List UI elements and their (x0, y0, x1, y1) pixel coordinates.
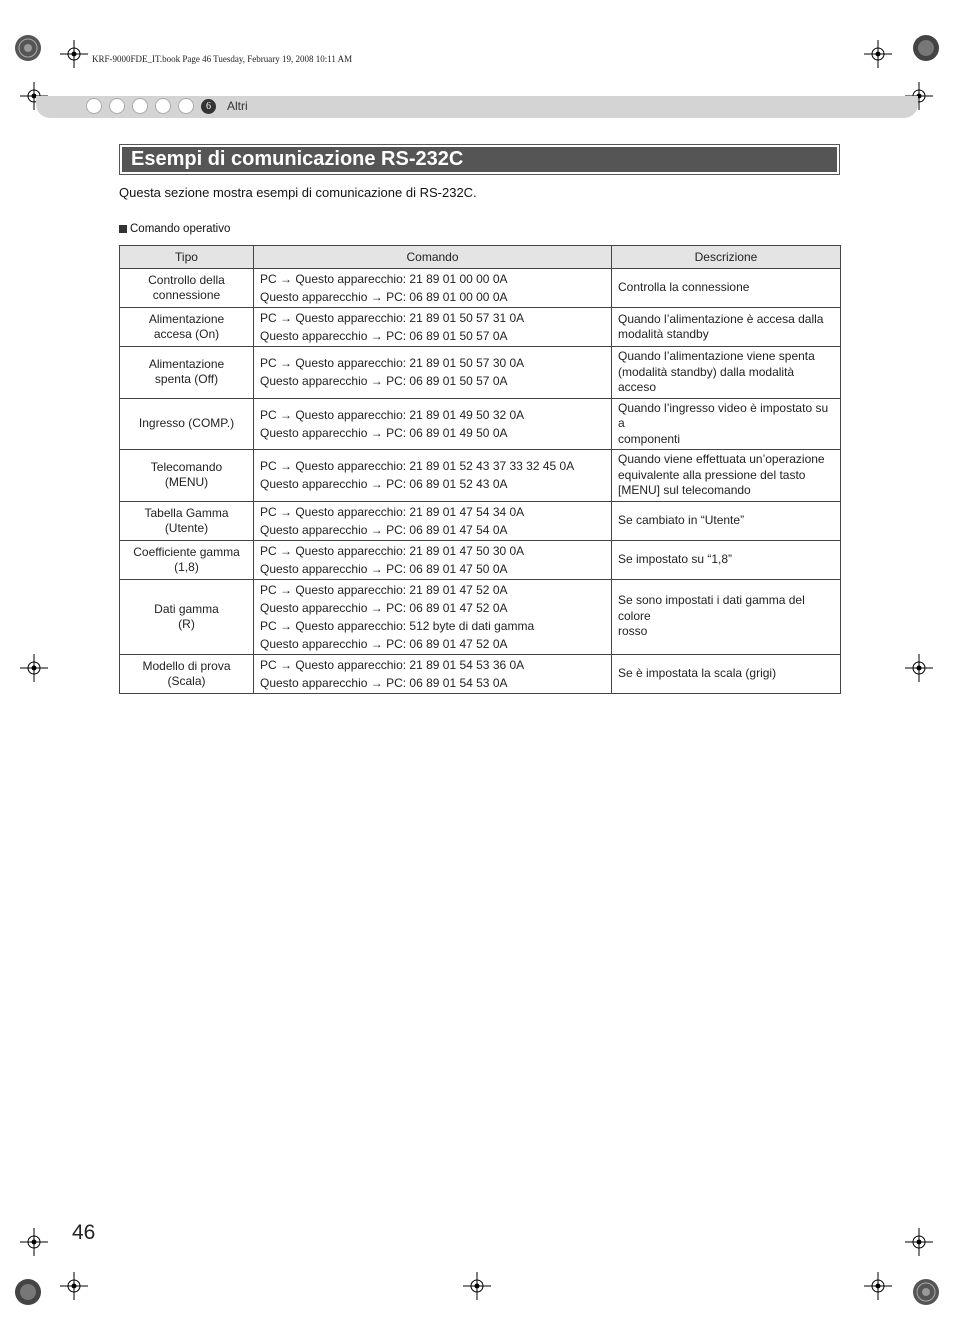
descrizione-cell (612, 540, 841, 579)
table-row (120, 579, 841, 654)
chapter-indicator (86, 98, 248, 114)
comando-line: Questo apparecchio → PC: 06 89 01 50 57 0A (260, 374, 508, 389)
crosshair-mark (864, 1272, 892, 1300)
color-wheel-mark (14, 34, 42, 62)
chapter-label: Altri (227, 99, 248, 113)
crosshair-mark (905, 1228, 933, 1256)
descrizione-line: [MENU] sul telecomando (618, 483, 751, 497)
chapter-dot (178, 98, 194, 114)
comando-cell (254, 540, 612, 579)
section-label (119, 223, 230, 235)
descrizione-line: rosso (618, 624, 648, 639)
table-header-row (120, 246, 841, 269)
header-tipo: Tipo (120, 246, 254, 269)
command-table (119, 245, 841, 694)
crosshair-mark (864, 40, 892, 68)
tipo-line: Alimentazione (148, 312, 225, 326)
descrizione-line: modalità standby (618, 327, 709, 341)
descrizione-line: (modalità standby) dalla modalità acceso (618, 364, 795, 394)
tipo-cell (120, 308, 254, 347)
tipo-cell (120, 540, 254, 579)
table-row (120, 269, 841, 308)
tipo-line: (1,8) (174, 559, 199, 574)
descrizione-cell (612, 347, 841, 399)
tipo-line: (Utente) (164, 520, 209, 535)
tipo-line: connessione (152, 288, 221, 302)
descrizione-cell (612, 398, 841, 450)
table-row (120, 654, 841, 693)
descrizione-line: Se è impostata la scala (grigi) (618, 665, 777, 680)
table-row (120, 540, 841, 579)
tipo-cell (120, 579, 254, 654)
tipo-cell (120, 269, 254, 308)
crosshair-mark (905, 654, 933, 682)
chapter-dot (109, 98, 125, 114)
tipo-line: Dati gamma (154, 601, 219, 616)
chapter-dot (155, 98, 171, 114)
comando-cell (254, 579, 612, 654)
file-header: KRF-9000FDE_IT.book Page 46 Tuesday, February 19, 2008 10:11 AM (92, 54, 353, 64)
comando-line: PC → Questo apparecchio: 21 89 01 49 50 32 0A (260, 407, 525, 422)
section-label-text: Comando operativo (130, 223, 231, 235)
descrizione-cell (612, 308, 841, 347)
comando-line: PC → Questo apparecchio: 21 89 01 50 57 31 0A (260, 311, 525, 325)
comando-cell (254, 269, 612, 308)
intro-text: Questa sezione mostra esempi di comunicazione di RS-232C. (119, 185, 477, 200)
descrizione-line: Quando l’alimentazione è accesa dalla (618, 311, 824, 326)
page-title-box (119, 144, 840, 175)
descrizione-line: componenti (618, 431, 681, 446)
tipo-line: Coefficiente gamma (133, 544, 240, 559)
descrizione-line: Quando l’ingresso video è impostato su a (618, 400, 829, 430)
header-comando: Comando (254, 246, 612, 269)
tipo-cell (120, 501, 254, 540)
comando-line: PC → Questo apparecchio: 21 89 01 52 43 37 33 32 45 0A (260, 459, 575, 474)
descrizione-line: Quando viene effettuata un’operazione (618, 452, 825, 466)
comando-cell (254, 654, 612, 693)
comando-cell (254, 308, 612, 347)
tipo-line: (R) (178, 616, 195, 631)
descrizione-cell (612, 269, 841, 308)
color-wheel-mark (912, 34, 940, 62)
table-row (120, 398, 841, 450)
comando-line: PC → Questo apparecchio: 21 89 01 00 00 0A (260, 272, 508, 286)
color-wheel-mark (14, 1278, 42, 1306)
page-number: 46 (72, 1221, 96, 1244)
header-descrizione: Descrizione (612, 246, 841, 269)
comando-line: PC → Questo apparecchio: 21 89 01 50 57 30 0A (260, 356, 525, 371)
comando-cell (254, 501, 612, 540)
table-row (120, 501, 841, 540)
descrizione-cell (612, 579, 841, 654)
comando-line: Questo apparecchio → PC: 06 89 01 47 52 0A (260, 600, 508, 615)
table-row (120, 308, 841, 347)
tipo-line: Tabella Gamma (144, 505, 229, 520)
tipo-line: Telecomando (150, 460, 223, 475)
comando-line: Questo apparecchio → PC: 06 89 01 00 00 0A (260, 290, 508, 304)
tipo-line: Controllo della (148, 273, 225, 287)
page-title: Esempi di comunicazione RS-232C (122, 147, 837, 172)
crosshair-mark (20, 654, 48, 682)
descrizione-line: Quando l’alimentazione viene spenta (618, 349, 815, 363)
tipo-cell (120, 450, 254, 502)
comando-line: Questo apparecchio → PC: 06 89 01 49 50 0A (260, 425, 508, 440)
table-row (120, 450, 841, 502)
tipo-line: (Scala) (167, 673, 206, 688)
descrizione-cell (612, 501, 841, 540)
descrizione-line: equivalente alla pressione del tasto (618, 467, 806, 482)
tipo-line: (MENU) (164, 475, 209, 490)
descrizione-cell (612, 654, 841, 693)
tipo-line: spenta (Off) (154, 372, 219, 387)
comando-cell (254, 398, 612, 450)
crosshair-mark (463, 1272, 491, 1300)
comando-line: PC → Questo apparecchio: 21 89 01 47 52 0A (260, 582, 508, 597)
color-wheel-mark (912, 1278, 940, 1306)
comando-line: Questo apparecchio → PC: 06 89 01 47 50 0A (260, 561, 508, 576)
comando-line: Questo apparecchio → PC: 06 89 01 47 54 0A (260, 522, 508, 537)
comando-line: PC → Questo apparecchio: 21 89 01 47 54 34 0A (260, 504, 525, 519)
descrizione-cell (612, 450, 841, 502)
tipo-cell (120, 398, 254, 450)
tipo-cell (120, 654, 254, 693)
comando-line: PC → Questo apparecchio: 21 89 01 54 53 36 0A (260, 657, 525, 672)
chapter-dot (86, 98, 102, 114)
tipo-line: Modello di prova (142, 658, 231, 673)
comando-line: Questo apparecchio → PC: 06 89 01 54 53 0A (260, 675, 508, 690)
table-row (120, 347, 841, 399)
comando-line: PC → Questo apparecchio: 512 byte di dati gamma (260, 618, 535, 633)
comando-cell (254, 347, 612, 399)
comando-line: PC → Questo apparecchio: 21 89 01 47 50 30 0A (260, 543, 525, 558)
descrizione-line: Se impostato su “1,8” (618, 551, 733, 566)
chapter-dot (132, 98, 148, 114)
tipo-line: Alimentazione (148, 357, 225, 372)
crosshair-mark (60, 1272, 88, 1300)
comando-line: Questo apparecchio → PC: 06 89 01 52 43 0A (260, 477, 508, 492)
comando-line: Questo apparecchio → PC: 06 89 01 50 57 0A (260, 329, 508, 343)
comando-cell (254, 450, 612, 502)
descrizione-line: Se sono impostati i dati gamma del colore (618, 593, 805, 623)
tipo-line: Ingresso (COMP.) (138, 416, 235, 431)
chapter-number: 6 (201, 99, 216, 114)
comando-line: Questo apparecchio → PC: 06 89 01 47 52 0A (260, 636, 508, 651)
descrizione-line: Se cambiato in “Utente” (618, 512, 745, 527)
tipo-cell (120, 347, 254, 399)
crosshair-mark (20, 1228, 48, 1256)
tipo-line: accesa (On) (153, 327, 220, 341)
square-bullet-icon (119, 225, 127, 233)
crosshair-mark (60, 40, 88, 68)
descrizione-line: Controlla la connessione (618, 280, 750, 295)
